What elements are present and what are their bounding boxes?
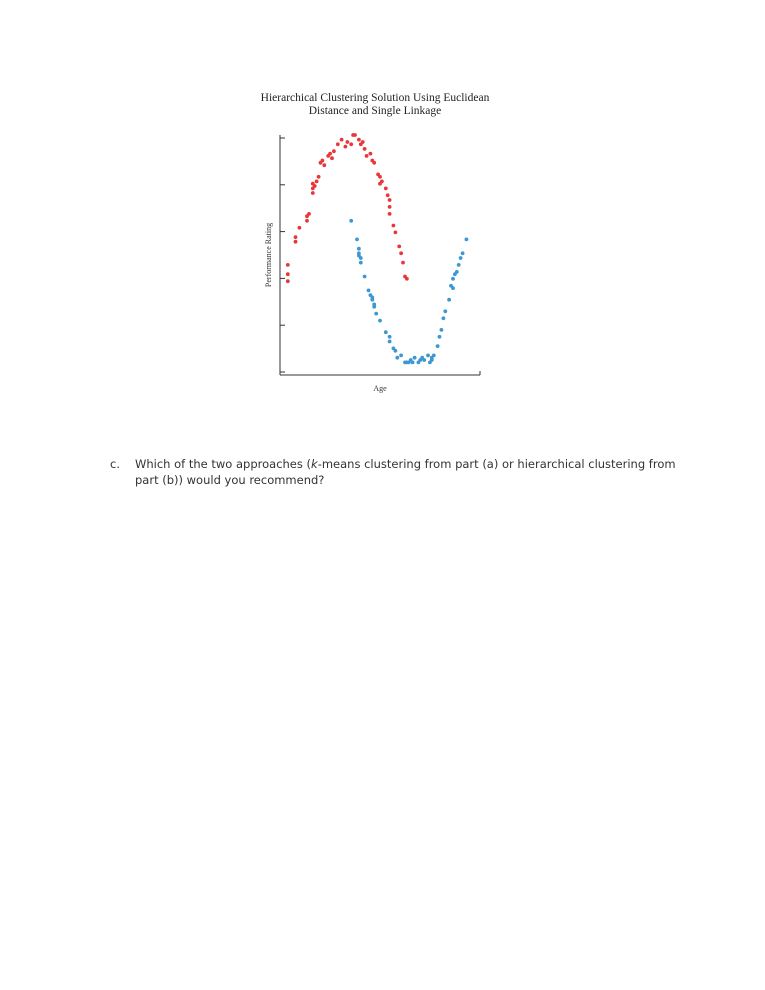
question-text xyxy=(135,456,680,488)
red-cluster-point xyxy=(353,133,357,137)
blue-cluster-point xyxy=(359,256,363,260)
y-axis-label: Performance Rating xyxy=(264,222,273,288)
red-cluster-point xyxy=(321,159,325,163)
blue-cluster-point xyxy=(455,270,459,274)
red-cluster-point xyxy=(346,140,350,144)
red-cluster-point xyxy=(311,191,315,195)
question-text-part-2: -means clustering from part (a) or hierarchical clustering from part (b)) would you recommend? xyxy=(135,457,676,487)
red-cluster-point xyxy=(344,145,348,149)
blue-cluster-point xyxy=(447,298,451,302)
blue-cluster-point xyxy=(465,238,469,242)
blue-cluster-point xyxy=(436,344,440,348)
blue-cluster-point xyxy=(451,286,455,290)
red-cluster-point xyxy=(405,277,409,281)
blue-cluster-point xyxy=(443,309,447,313)
scatter-chart xyxy=(255,125,495,400)
blue-cluster-point xyxy=(374,312,378,316)
question-c xyxy=(110,456,680,488)
blue-cluster-point xyxy=(442,316,446,320)
blue-cluster-point xyxy=(422,358,426,362)
chart-title-line-1: Hierarchical Clustering Solution Using Euclidean xyxy=(260,92,490,104)
red-cluster-point xyxy=(286,279,290,283)
red-cluster-point xyxy=(298,226,302,230)
chart-axes xyxy=(280,135,480,375)
red-cluster-point xyxy=(294,235,298,239)
blue-cluster-point xyxy=(378,319,382,323)
red-cluster-point xyxy=(328,152,332,156)
question-text-part-1: Which of the two approaches ( xyxy=(135,457,312,471)
blue-cluster-point xyxy=(357,247,361,251)
blue-cluster-point xyxy=(370,298,374,302)
blue-cluster-point xyxy=(432,354,436,358)
red-cluster-point xyxy=(315,180,319,184)
question-italic-k: k xyxy=(311,457,318,471)
red-cluster-point xyxy=(369,152,373,156)
red-cluster-point xyxy=(294,240,298,244)
red-cluster-point xyxy=(313,184,317,188)
red-cluster-point xyxy=(388,212,392,216)
x-axis-label: Age xyxy=(373,384,387,393)
blue-cluster-point xyxy=(359,261,363,265)
red-cluster-point xyxy=(357,138,361,142)
red-cluster-point xyxy=(392,224,396,228)
blue-cluster-point xyxy=(411,361,415,365)
question-label: c. xyxy=(110,457,120,471)
blue-cluster-point xyxy=(355,238,359,242)
blue-cluster-point xyxy=(457,263,461,267)
blue-cluster-point xyxy=(388,335,392,339)
blue-cluster-point xyxy=(394,349,398,353)
blue-cluster-point xyxy=(426,354,430,358)
blue-cluster-point xyxy=(384,330,388,334)
chart-title xyxy=(230,92,520,118)
red-cluster-point xyxy=(401,261,405,265)
red-cluster-point xyxy=(394,231,398,235)
red-cluster-point xyxy=(340,138,344,142)
red-cluster-point xyxy=(365,154,369,158)
red-cluster-point xyxy=(332,149,336,153)
blue-cluster-point xyxy=(461,251,465,255)
red-cluster-point xyxy=(286,272,290,276)
red-cluster-point xyxy=(388,198,392,202)
blue-cluster-point xyxy=(413,356,417,360)
blue-cluster-point xyxy=(399,354,403,358)
blue-cluster-point xyxy=(438,335,442,339)
red-cluster-point xyxy=(388,205,392,209)
red-cluster-point xyxy=(380,180,384,184)
red-cluster-point xyxy=(361,140,365,144)
red-cluster-point xyxy=(378,175,382,179)
red-cluster-point xyxy=(399,251,403,255)
blue-cluster-point xyxy=(459,256,463,260)
blue-cluster-point xyxy=(372,305,376,309)
blue-cluster-point xyxy=(388,340,392,344)
red-cluster-point xyxy=(397,245,401,249)
blue-cluster-point xyxy=(395,356,399,360)
red-cluster-point xyxy=(305,219,309,223)
red-cluster-point xyxy=(307,212,311,216)
red-cluster-point xyxy=(384,187,388,191)
blue-cluster-point xyxy=(349,219,353,223)
red-cluster-point xyxy=(330,156,334,160)
blue-cluster-point xyxy=(367,289,371,293)
blue-cluster-point xyxy=(363,275,367,279)
red-cluster-point xyxy=(317,175,321,179)
red-cluster-point xyxy=(286,263,290,267)
red-cluster-point xyxy=(336,142,340,146)
chart-points xyxy=(286,133,468,364)
red-cluster-point xyxy=(386,193,390,197)
chart-title-line-2: Distance and Single Linkage xyxy=(308,105,442,117)
red-cluster-point xyxy=(349,142,353,146)
red-cluster-point xyxy=(363,147,367,151)
red-cluster-point xyxy=(322,163,326,167)
blue-cluster-point xyxy=(440,328,444,332)
red-cluster-point xyxy=(372,161,376,165)
blue-cluster-point xyxy=(451,277,455,281)
